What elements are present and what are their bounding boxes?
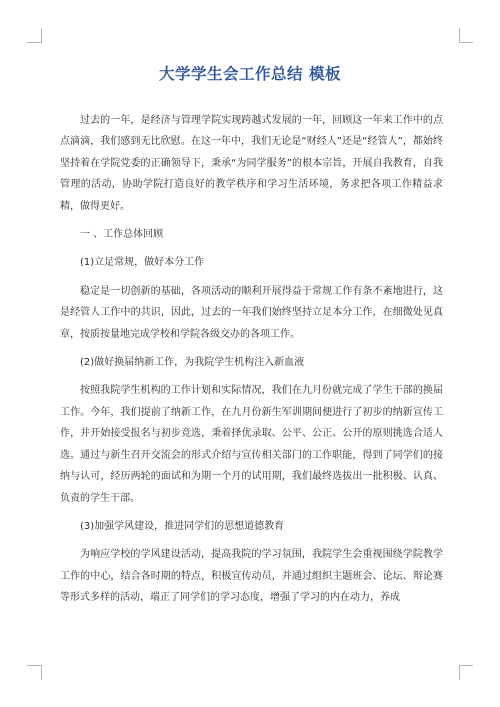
crop-mark-top-left	[41, 28, 42, 43]
crop-mark-top-left	[27, 42, 41, 43]
crop-mark-bottom-left	[41, 665, 42, 680]
paragraph-recruitment: 按照我院学生机构的工作计划和实际情况，我们在九月份就完成了学生干部的换届工作。今年，我们提前了纳新工作，在九月份新生军训期间便进行了初步的纳新宣传工作，并开始接受报名与初步竞选，秉着择优录取、公平、公正、公开的原则挑选合适人选。通过与新生召开交流会的形式介绍与宣传相关部门的工作职能，得到了同学们的接纳与认可，经历两轮的面试和为期一个月的试用期，我们最终选拔出一批积极、认真、负责的学生干部。	[60, 385, 443, 504]
subheading-recruitment: (2)做好换届纳新工作，为我院学生机构注入新血液	[80, 357, 305, 369]
crop-mark-bottom-right	[459, 665, 473, 666]
document-title: 大学学生会工作总结 模板	[159, 65, 341, 83]
section-heading-overview: 一 、工作总体回顾	[80, 229, 164, 241]
crop-mark-top-right	[459, 42, 473, 43]
subheading-study-style: (3)加强学风建设，推进同学们的思想道德教育	[80, 520, 285, 532]
paragraph-routine-work: 稳定是一切创新的基础，各项活动的顺利开展得益于常规工作有条不紊地进行，这是经管人工作中的共识，因此，过去的一年我们始终坚持立足本分工作，在细微处见真章，按质按量地完成学校和学院各级交办的各项工作。	[60, 285, 443, 340]
paragraph-study-style: 为响应学校的学风建设活动，提高我院的学习氛围，我院学生会重视围绕学院教学工作的中心，结合各时期的特点，积极宣传动员，并通过组织主题班会、论坛、辩论赛等形式多样的活动，端正了同学们的学习态度，增强了学习的内在动力，养成	[60, 549, 443, 604]
crop-mark-bottom-left	[27, 665, 41, 666]
subheading-routine-work: (1)立足常规，做好本分工作	[80, 257, 205, 269]
crop-mark-bottom-right	[459, 665, 460, 680]
paragraph-intro: 过去的一年，是经济与管理学院实现跨越式发展的一年，回顾这一年来工作中的点点滴滴，我们感到无比欣慰。在这一年中，我们无论是“财经人”还是“经管人”，都始终坚持着在学院党委的正确领导下，秉承“为同学服务”的根本宗旨，开展自我教育，自我管理的活动，协助学院打造良好的教学秩序和学习生活环境，务求把各项工作精益求精，做得更好。	[60, 115, 443, 212]
document-body	[60, 110, 443, 609]
crop-mark-top-right	[459, 28, 460, 43]
